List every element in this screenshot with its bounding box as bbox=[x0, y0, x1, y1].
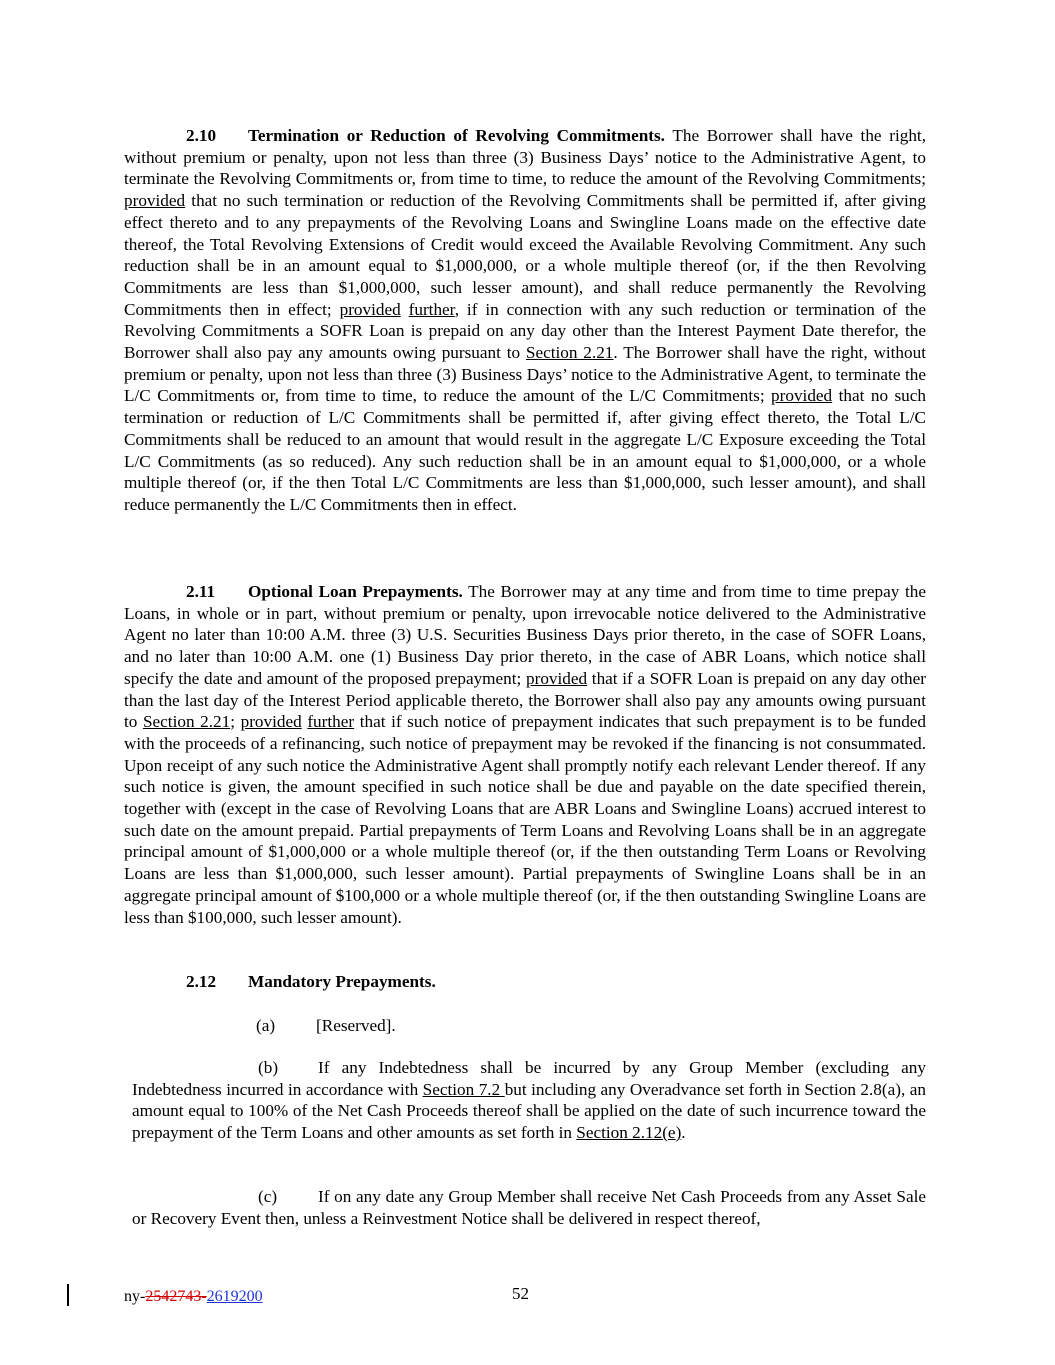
inserted-doc-id: 2619200 bbox=[206, 1288, 263, 1305]
clause-label: (c) bbox=[258, 1187, 278, 1206]
provided-term: provided bbox=[339, 299, 401, 319]
further-term: further bbox=[408, 299, 455, 319]
section-title: Termination or Reduction of Revolving Commitments. bbox=[248, 126, 665, 145]
deleted-doc-id: 2542743- bbox=[145, 1288, 207, 1305]
provided-term: provided bbox=[124, 191, 186, 211]
section-2-11 bbox=[124, 581, 926, 928]
doc-id-prefix: ny- bbox=[124, 1288, 146, 1305]
clause-b bbox=[132, 1057, 926, 1144]
clause-label: (a) bbox=[256, 1016, 276, 1035]
provided-term: provided bbox=[240, 712, 302, 732]
clause-b-paragraph: (b) If any Indebtedness shall be incurred by any Group Member (excluding any Indebtedness incurred in accordance with Section 7.2 but including any Overadvance set forth in Section 2.8(a), an amount equal to 100% of the Net Cash Proceeds thereof shall be applied on the date of such incurrence toward the prepayment of the Term Loans and other amounts as set forth in Section 2.12(e). bbox=[132, 1058, 926, 1143]
section-reference: Section 2.21 bbox=[142, 712, 231, 732]
section-2-11-paragraph: 2.11 Optional Loan Prepayments. The Borrower may at any time and from time to time prepay the Loans, in whole or in part, without premium or penalty, upon irrevocable notice delivered to the Administrative Agent no later than 10:00 A.M. three (3) U.S. Securities Business Days prior thereto, in the case of SOFR Loans, and no later than 10:00 A.M. one (1) Business Day prior thereto, in the case of ABR Loans, which notice shall specify the date and amount of the proposed prepayment; provided that if a SOFR Loan is prepaid on any day other than the last day of the Interest Period applicable thereto, the Borrower shall also pay any amounts owing pursuant to Section 2.21; provided further that if such notice of prepayment indicates that such prepayment is to be funded with the proceeds of a refinancing, such notice of prepayment may be revoked if the financing is not consummated. Upon receipt of any such notice the Administrative Agent shall promptly notify each relevant Lender thereof. If any such notice is given, the amount specified in such notice shall be due and payable on the date specified therein, together with (except in the case of Revolving Loans that are ABR Loans and Swingline Loans) accrued interest to such date on the amount prepaid. Partial prepayments of Term Loans and Revolving Loans shall be in an aggregate principal amount of $1,000,000 or a whole multiple thereof (or, if the then outstanding Term Loans or Revolving Loans are less than $1,000,000, such lesser amount). Partial prepayments of Swingline Loans shall be in an aggregate principal amount of $100,000 or a whole multiple thereof (or, if the then outstanding Swingline Loans are less than $100,000, such lesser amount). bbox=[124, 582, 927, 927]
section-2-10-paragraph: 2.10 Termination or Reduction of Revolving Commitments. The Borrower shall have the right, without premium or penalty, upon not less than three (3) Business Days’ notice to the Administrative Agent, to terminate the Revolving Commitments or, from time to time, to reduce the amount of the Revolving Commitments; provided that no such termination or reduction of the Revolving Commitments shall be permitted if, after giving effect thereto and to any prepayments of the Revolving Loans and Swingline Loans made on the effective date thereof, the Total Revolving Extensions of Credit would exceed the Available Revolving Commitment. Any such reduction shall be in an amount equal to $1,000,000, or a whole multiple thereof (or, if the then Revolving Commitments are less than $1,000,000, such lesser amount), and shall reduce permanently the Revolving Commitments then in effect; provided further, if in connection with any such reduction or termination of the Revolving Commitments a SOFR Loan is prepaid on any day other than the Interest Payment Date therefor, the Borrower shall also pay any amounts owing pursuant to Section 2.21. The Borrower shall have the right, without premium or penalty, upon not less than three (3) Business Days’ notice to the Administrative Agent, to terminate the L/C Commitments or, from time to time, to reduce the amount of the L/C Commitments; provided that no such termination or reduction of L/C Commitments shall be permitted if, after giving effect thereto, the Total L/C Commitments shall be reduced to an amount that would result in the aggregate L/C Exposure exceeding the Total L/C Commitments (as so reduced). Any such reduction shall be in an amount equal to $1,000,000, or a whole multiple thereof (or, if the then Total L/C Commitments are less than $1,000,000, such lesser amount), and shall reduce permanently the L/C Commitments then in effect. bbox=[124, 126, 927, 514]
clause-label: (b) bbox=[258, 1058, 279, 1077]
section-title: Optional Loan Prepayments. bbox=[248, 582, 463, 601]
document-id bbox=[124, 1286, 263, 1308]
clause-a bbox=[256, 1015, 396, 1037]
further-term: further bbox=[307, 712, 355, 732]
section-reference: Section 2.12(e) bbox=[576, 1123, 682, 1143]
provided-term: provided bbox=[771, 386, 833, 406]
section-reference: Section 7.2 bbox=[422, 1079, 505, 1099]
change-bar bbox=[67, 1284, 69, 1306]
section-number: 2.12 bbox=[186, 972, 217, 991]
section-reference: Section 2.21 bbox=[525, 343, 614, 363]
provided-term: provided bbox=[526, 668, 588, 688]
section-title: Mandatory Prepayments. bbox=[248, 972, 436, 991]
page-number: 52 bbox=[512, 1284, 529, 1303]
clause-c bbox=[132, 1186, 926, 1229]
section-number: 2.11 bbox=[186, 582, 216, 601]
section-number: 2.10 bbox=[186, 126, 217, 145]
clause-text: [Reserved]. bbox=[316, 1016, 396, 1035]
section-2-10 bbox=[124, 125, 926, 516]
section-2-12-heading bbox=[186, 971, 436, 993]
clause-c-paragraph: (c) If on any date any Group Member shall receive Net Cash Proceeds from any Asset Sale or Recovery Event then, unless a Reinvestment Notice shall be delivered in respect thereof, bbox=[132, 1187, 926, 1228]
